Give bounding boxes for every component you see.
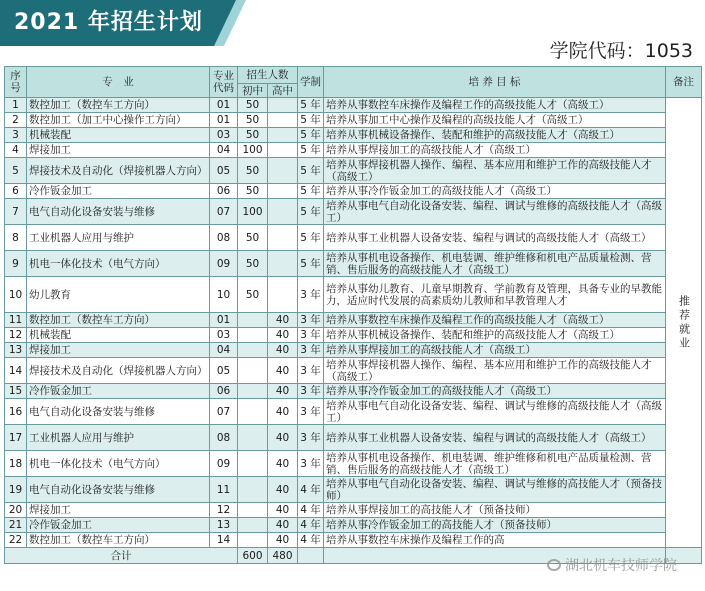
table-row <box>5 533 702 548</box>
row-code: 03 <box>210 328 238 343</box>
row-goal: 培养从事焊接加工的高级技能人才（高级工） <box>324 343 666 358</box>
row-junior <box>238 477 268 503</box>
row-no: 12 <box>5 328 27 343</box>
row-junior <box>238 343 268 358</box>
row-senior: 40 <box>268 313 298 328</box>
row-major: 焊接技术及自动化（焊接机器人方向） <box>27 358 210 384</box>
row-goal: 培养从事幼儿教育、儿童早期教育、学前教育及管理，具备专业的早教能力，适应时代发展的高素质幼儿教师和早教管理人才 <box>324 277 666 313</box>
row-code: 03 <box>210 128 238 143</box>
row-major: 数控加工（数控车工方向） <box>27 98 210 113</box>
row-no: 20 <box>5 503 27 518</box>
row-no: 2 <box>5 113 27 128</box>
row-code: 06 <box>210 384 238 399</box>
row-code: 08 <box>210 225 238 251</box>
row-code: 04 <box>210 343 238 358</box>
row-major: 焊接加工 <box>27 343 210 358</box>
total-years-empty <box>298 548 324 564</box>
row-years: 5 年 <box>298 225 324 251</box>
table-row <box>5 199 702 225</box>
row-no: 16 <box>5 399 27 425</box>
table-row <box>5 518 702 533</box>
row-goal: 培养从事焊接加工的高级技能人才（高级工） <box>324 143 666 158</box>
row-goal: 培养从事数控车床操作及编程工作的高 <box>324 533 666 548</box>
total-label: 合计 <box>5 548 238 564</box>
row-no: 9 <box>5 251 27 277</box>
row-goal: 培养从事机械设备操作、装配和维护的高级技能人才（高级工） <box>324 128 666 143</box>
row-years: 5 年 <box>298 143 324 158</box>
table-row <box>5 128 702 143</box>
row-goal: 培养从事电气自动化设备安装、编程、调试与维修的高级技能人才（高级工） <box>324 399 666 425</box>
row-goal: 培养从事焊接机器人操作、编程、基本应用和维护工作的高级技能人才（高级工） <box>324 158 666 184</box>
row-no: 21 <box>5 518 27 533</box>
row-senior: 40 <box>268 328 298 343</box>
row-major: 电气自动化设备安装与维修 <box>27 477 210 503</box>
row-senior: 40 <box>268 503 298 518</box>
row-years: 4 年 <box>298 477 324 503</box>
table-row <box>5 113 702 128</box>
row-years: 5 年 <box>298 128 324 143</box>
row-code: 11 <box>210 477 238 503</box>
row-years: 5 年 <box>298 199 324 225</box>
row-goal: 培养从事机械设备操作、装配和维护的高级技能人才（高级工） <box>324 328 666 343</box>
row-junior <box>238 384 268 399</box>
row-goal: 培养从事工业机器人设备安装、编程与调试的高级技能人才（高级工） <box>324 425 666 451</box>
row-junior <box>238 503 268 518</box>
row-no: 17 <box>5 425 27 451</box>
school-code: 学院代码：1053 <box>549 40 693 62</box>
row-no: 5 <box>5 158 27 184</box>
row-years: 5 年 <box>298 158 324 184</box>
row-junior <box>238 518 268 533</box>
header-note: 备注 <box>666 67 702 98</box>
row-code: 06 <box>210 184 238 199</box>
row-goal: 培养从事机电设备操作、机电装调、维护维修和机电产品质量检测、营销、售后服务的高级技能人才（高级工） <box>324 451 666 477</box>
row-junior <box>238 425 268 451</box>
row-major: 电气自动化设备安装与维修 <box>27 199 210 225</box>
row-senior: 40 <box>268 518 298 533</box>
row-major: 幼儿教育 <box>27 277 210 313</box>
note-recommend-employment: 推荐就业 <box>666 98 702 548</box>
row-major: 机电一体化技术（电气方向） <box>27 451 210 477</box>
row-junior: 100 <box>238 199 268 225</box>
row-junior: 50 <box>238 128 268 143</box>
row-goal: 培养从事焊接机器人操作、编程、基本应用和维护工作的高级技能人才（高级工） <box>324 358 666 384</box>
header-years: 学制 <box>298 67 324 98</box>
row-junior: 50 <box>238 113 268 128</box>
row-goal: 培养从事电气自动化设备安装、编程、调试与维修的高级技能人才（高级工） <box>324 199 666 225</box>
table-row <box>5 384 702 399</box>
row-code: 01 <box>210 113 238 128</box>
row-major: 工业机器人应用与维护 <box>27 225 210 251</box>
row-major: 冷作钣金加工 <box>27 184 210 199</box>
row-senior <box>268 143 298 158</box>
row-goal: 培养从事冷作钣金加工的高技能人才（预备技师） <box>324 518 666 533</box>
row-major: 机械装配 <box>27 128 210 143</box>
row-code: 01 <box>210 313 238 328</box>
table-row <box>5 98 702 113</box>
row-senior: 40 <box>268 399 298 425</box>
table-row <box>5 225 702 251</box>
watermark-text: 湖北机车技师学院 <box>565 558 677 574</box>
row-senior <box>268 184 298 199</box>
row-no: 18 <box>5 451 27 477</box>
header-no: 序号 <box>5 67 27 98</box>
row-goal: 培养从事冷作钣金加工的高级技能人才（高级工） <box>324 184 666 199</box>
row-years: 3 年 <box>298 425 324 451</box>
row-senior: 40 <box>268 425 298 451</box>
row-major: 数控加工（数控车工方向） <box>27 313 210 328</box>
row-code: 05 <box>210 358 238 384</box>
row-goal: 培养从事冷作钣金加工的高级技能人才（高级工） <box>324 384 666 399</box>
header-quota: 招生人数 <box>238 67 298 84</box>
table-row <box>5 328 702 343</box>
row-senior: 40 <box>268 533 298 548</box>
row-no: 7 <box>5 199 27 225</box>
row-junior: 50 <box>238 98 268 113</box>
header-senior: 高中 <box>268 84 298 98</box>
table-row <box>5 343 702 358</box>
table-row <box>5 358 702 384</box>
row-code: 13 <box>210 518 238 533</box>
row-years: 3 年 <box>298 358 324 384</box>
table-row <box>5 277 702 313</box>
wechat-icon <box>547 559 561 571</box>
row-years: 3 年 <box>298 451 324 477</box>
table-row <box>5 425 702 451</box>
row-years: 4 年 <box>298 533 324 548</box>
table-row <box>5 143 702 158</box>
row-years: 3 年 <box>298 343 324 358</box>
row-senior <box>268 113 298 128</box>
row-years: 5 年 <box>298 98 324 113</box>
row-senior: 40 <box>268 343 298 358</box>
row-goal: 培养从事电气自动化设备安装、编程、调试与维修的高技能人才（预备技师） <box>324 477 666 503</box>
row-no: 10 <box>5 277 27 313</box>
row-no: 1 <box>5 98 27 113</box>
table-header <box>5 67 702 98</box>
row-years: 3 年 <box>298 384 324 399</box>
row-no: 22 <box>5 533 27 548</box>
row-senior: 40 <box>268 358 298 384</box>
row-major: 数控加工（加工中心操作工方向） <box>27 113 210 128</box>
row-no: 19 <box>5 477 27 503</box>
table-row <box>5 451 702 477</box>
row-years: 5 年 <box>298 113 324 128</box>
row-goal: 培养从事加工中心操作及编程的高级技能人才（高级工） <box>324 113 666 128</box>
total-junior: 600 <box>238 548 268 564</box>
row-no: 14 <box>5 358 27 384</box>
header-major: 专 业 <box>27 67 210 98</box>
row-major: 数控加工（数控车工方向） <box>27 533 210 548</box>
row-junior <box>238 533 268 548</box>
row-major: 冷作钣金加工 <box>27 384 210 399</box>
total-senior: 480 <box>268 548 298 564</box>
table-row <box>5 477 702 503</box>
row-junior <box>238 399 268 425</box>
row-junior <box>238 451 268 477</box>
row-goal: 培养从事数控车床操作及编程工作的高级技能人才（高级工） <box>324 98 666 113</box>
row-senior <box>268 98 298 113</box>
row-years: 3 年 <box>298 328 324 343</box>
row-code: 07 <box>210 199 238 225</box>
row-no: 4 <box>5 143 27 158</box>
row-senior <box>268 277 298 313</box>
row-no: 13 <box>5 343 27 358</box>
row-major: 机械装配 <box>27 328 210 343</box>
row-senior: 40 <box>268 451 298 477</box>
table-row <box>5 158 702 184</box>
row-senior: 40 <box>268 477 298 503</box>
row-junior: 50 <box>238 158 268 184</box>
row-senior <box>268 158 298 184</box>
row-major: 焊接加工 <box>27 503 210 518</box>
table-row <box>5 251 702 277</box>
row-code: 07 <box>210 399 238 425</box>
row-junior <box>238 358 268 384</box>
header-goal: 培 养 目 标 <box>324 67 666 98</box>
row-junior: 50 <box>238 251 268 277</box>
row-junior <box>238 328 268 343</box>
row-code: 08 <box>210 425 238 451</box>
row-years: 5 年 <box>298 251 324 277</box>
row-junior: 50 <box>238 184 268 199</box>
row-junior <box>238 313 268 328</box>
row-code: 01 <box>210 98 238 113</box>
row-years: 3 年 <box>298 277 324 313</box>
row-major: 冷作钣金加工 <box>27 518 210 533</box>
row-no: 6 <box>5 184 27 199</box>
row-junior: 50 <box>238 277 268 313</box>
row-code: 10 <box>210 277 238 313</box>
row-code: 14 <box>210 533 238 548</box>
row-code: 05 <box>210 158 238 184</box>
row-senior <box>268 251 298 277</box>
row-no: 3 <box>5 128 27 143</box>
row-senior <box>268 128 298 143</box>
table-row <box>5 503 702 518</box>
row-goal: 培养从事数控车床操作及编程工作的高级技能人才（高级工） <box>324 313 666 328</box>
table-row <box>5 184 702 199</box>
row-major: 机电一体化技术（电气方向） <box>27 251 210 277</box>
row-senior <box>268 225 298 251</box>
row-no: 15 <box>5 384 27 399</box>
row-no: 8 <box>5 225 27 251</box>
page-title: 2021 年招生计划 <box>14 10 203 35</box>
row-goal: 培养从事机电设备操作、机电装调、维护维修和机电产品质量检测、营销、售后服务的高级技能人才（高级工） <box>324 251 666 277</box>
table-row <box>5 399 702 425</box>
row-no: 11 <box>5 313 27 328</box>
row-years: 5 年 <box>298 184 324 199</box>
row-years: 4 年 <box>298 518 324 533</box>
row-major: 电气自动化设备安装与维修 <box>27 399 210 425</box>
table-row <box>5 313 702 328</box>
header-junior: 初中 <box>238 84 268 98</box>
enrollment-plan-table <box>4 66 702 564</box>
row-junior: 50 <box>238 225 268 251</box>
row-code: 09 <box>210 451 238 477</box>
watermark <box>547 555 677 575</box>
row-senior: 40 <box>268 384 298 399</box>
row-code: 04 <box>210 143 238 158</box>
row-senior <box>268 199 298 225</box>
row-code: 12 <box>210 503 238 518</box>
row-code: 09 <box>210 251 238 277</box>
row-major: 焊接技术及自动化（焊接机器人方向） <box>27 158 210 184</box>
row-years: 3 年 <box>298 313 324 328</box>
row-major: 工业机器人应用与维护 <box>27 425 210 451</box>
row-major: 焊接加工 <box>27 143 210 158</box>
row-goal: 培养从事焊接加工的高技能人才（预备技师） <box>324 503 666 518</box>
row-years: 4 年 <box>298 503 324 518</box>
row-junior: 100 <box>238 143 268 158</box>
row-years: 3 年 <box>298 399 324 425</box>
header-code: 专业代码 <box>210 67 238 98</box>
row-goal: 培养从事工业机器人设备安装、编程与调试的高级技能人才（高级工） <box>324 225 666 251</box>
